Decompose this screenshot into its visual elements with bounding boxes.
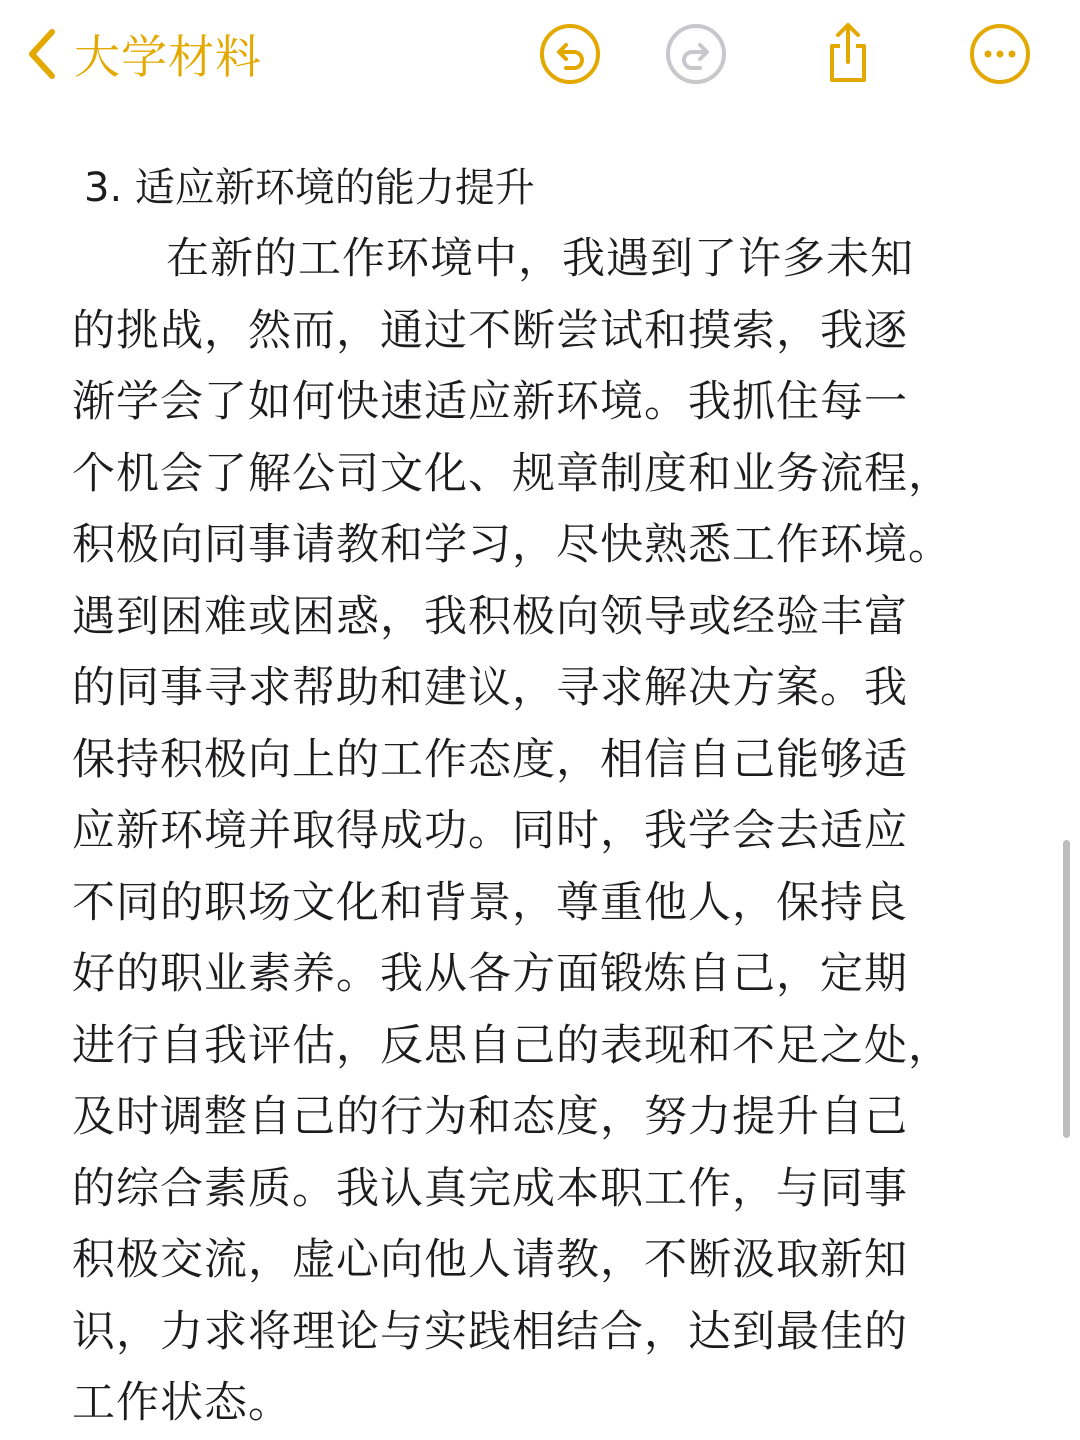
more-icon (968, 22, 1032, 86)
paragraph-line: 应新环境并取得成功。同时，我学会去适应 (72, 806, 908, 856)
paragraph-line: 在新的工作环境中，我遇到了许多未知 (166, 234, 914, 284)
paragraph-line: 好的职业素养。我从各方面锻炼自己，定期 (72, 949, 908, 999)
back-button[interactable] (22, 22, 262, 86)
paragraph-line: 的综合素质。我认真完成本职工作，与同事 (72, 1163, 908, 1214)
paragraph-line: 工作状态。 (72, 1378, 292, 1428)
paragraph-line: 保持积极向上的工作态度，相信自己能够适 (72, 734, 908, 785)
paragraph-line: 个机会了解公司文化、规章制度和业务流程， (72, 448, 952, 499)
paragraph-line: 识，力求将理论与实践相结合，达到最佳的 (72, 1306, 908, 1357)
note-heading: 3. 适应新环境的能力提升 (84, 165, 535, 211)
paragraph-line: 积极向同事请教和学习，尽快熟悉工作环境。 (72, 520, 952, 570)
redo-icon (664, 22, 728, 86)
share-button[interactable] (816, 20, 880, 84)
chevron-left-icon (22, 26, 62, 82)
back-label: 大学材料 (74, 30, 262, 84)
paragraph-line: 遇到困难或困惑，我积极向领导或经验丰富 (72, 591, 908, 642)
paragraph-line: 不同的职场文化和背景，尊重他人，保持良 (72, 877, 908, 928)
undo-icon (538, 22, 602, 86)
paragraph-line: 积极交流，虚心向他人请教，不断汲取新知 (72, 1235, 908, 1285)
paragraph-line: 进行自我评估，反思自己的表现和不足之处， (72, 1020, 952, 1071)
notes-toolbar (0, 0, 1080, 110)
paragraph-line: 的挑战，然而，通过不断尝试和摸索，我逐 (72, 305, 908, 356)
paragraph-line: 渐学会了如何快速适应新环境。我抓住每一 (72, 377, 908, 427)
more-button[interactable] (968, 22, 1032, 86)
note-content[interactable] (72, 152, 1002, 1440)
paragraph-line: 及时调整自己的行为和态度，努力提升自己 (72, 1092, 908, 1142)
undo-button[interactable] (538, 22, 602, 86)
redo-button[interactable] (664, 22, 728, 86)
paragraph-line: 的同事寻求帮助和建议，寻求解决方案。我 (72, 663, 908, 713)
share-icon (816, 20, 880, 84)
vertical-scrollbar[interactable] (1063, 840, 1070, 1138)
